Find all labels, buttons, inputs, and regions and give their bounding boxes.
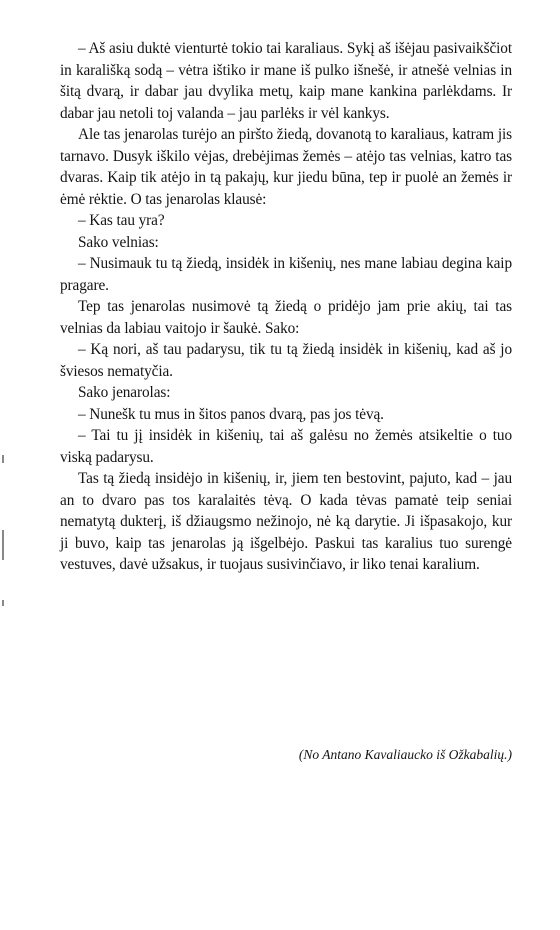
paragraph: – Kas tau yra?: [78, 212, 165, 229]
paragraph: Tep tas jenarolas nusimovė tą žiedą o pridėjo jam prie akių, tai tas velnias da labiau vaitojo ir šaukė. Sako:: [60, 298, 512, 337]
binding-edge-mark: [2, 600, 4, 606]
paragraph: Ale tas jenarolas turėjo an piršto žiedą, dovanotą to karaliaus, katram jis tarnavo. Dusyk iškilo vėjas, drebėjimas žemės – atėjo tas velnias, katro tas dvaras. Kaip tik atėjo in tą pakajų, kur jiedu būna, tep ir puolė an žemės ir ėmė rėktie. O tas jenarolas klausė:: [60, 126, 512, 208]
binding-edge-mark: [2, 455, 4, 463]
paragraph: – Nusimauk tu tą žiedą, insidėk in kišenių, nes mane labiau degina kaip pragare.: [60, 255, 512, 294]
paragraph: Tas tą žiedą insidėjo in kišenių, ir, jiem ten bestovint, pajuto, kad – jau an to dvaro pas tos karalaitės tėvą. O kada tėvas pamatė teip seniai nematytą dukterį, iš džiaugsmo nežinojo, nė ką darytie. Ji išpasakojo, kur ji buvo, kaip tas jenarolas ją išgelbėjo. Paskui tas karalius tuo surengė vestuves, davė užsakus, ir tuojaus susivinčiavo, ir liko tenai karalium.: [60, 470, 512, 573]
binding-edge-mark: [2, 530, 4, 560]
paragraph: – Nunešk tu mus in šitos panos dvarą, pas jos tėvą.: [78, 405, 384, 423]
page-text: [60, 38, 512, 576]
source-attribution: (No Antano Kavaliaucko iš Ožkabalių.): [298, 747, 512, 762]
paragraph: – Tai tu jį insidėk in kišenių, tai aš galėsu no žemės atsikeltie o tuo viską padarysu.: [60, 427, 512, 466]
paragraph: Sako jenarolas:: [78, 384, 171, 401]
paragraph: – Aš asiu duktė vienturtė tokio tai karaliaus. Sykį aš išėjau pasivaikščiot in karališką sodą – vėtra ištiko ir mane iš pulko išnešė, ir atnešė velnias in šitą dvarą, ir dabar jau dvylika metų, kaip mane kankina parlėkdams. Ir dabar jau netoli toj valanda – jau parlėks ir vėl kankys.: [60, 40, 512, 122]
paragraph: – Ką nori, aš tau padarysu, tik tu tą žiedą insidėk in kišenių, kad aš jo šviesos nematyčia.: [60, 341, 512, 380]
paragraph: Sako velnias:: [78, 233, 159, 251]
